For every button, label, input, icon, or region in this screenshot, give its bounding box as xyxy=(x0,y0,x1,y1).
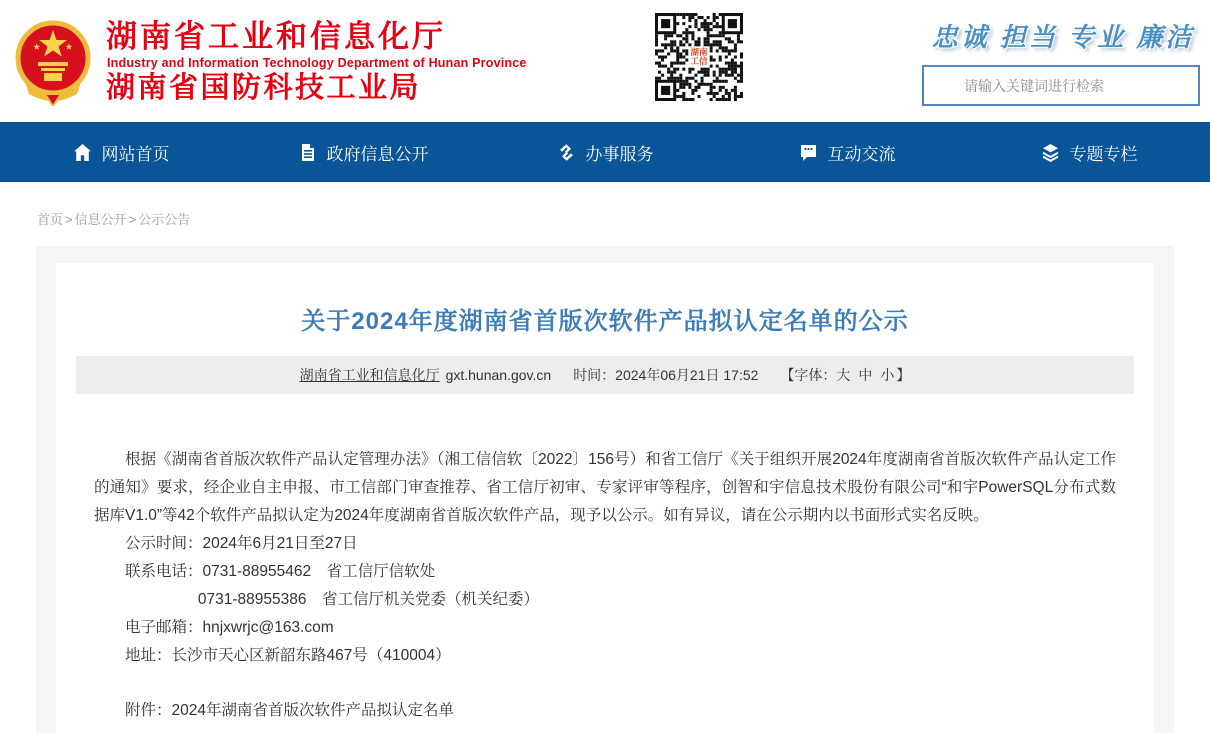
article-line-5: 电子邮箱：hnjxwrjc@163.com xyxy=(125,619,334,636)
site-header xyxy=(0,0,1210,122)
main-nav xyxy=(0,122,1210,182)
qr-code xyxy=(655,13,743,101)
article-meta-bar xyxy=(76,356,1134,394)
nav-item-label: 办事服务 xyxy=(585,144,654,164)
home-icon xyxy=(73,143,92,162)
article-card xyxy=(36,246,1174,733)
meta-source-name[interactable]: 湖南省工业和信息化厅 xyxy=(299,367,440,383)
breadcrumb-current: 公示公告 xyxy=(138,212,191,227)
article-line-2: 公示时间：2024年6月21日至27日 xyxy=(125,535,358,552)
search-input[interactable] xyxy=(922,65,1200,106)
article-line-4: 0731-88955386 省工信厅机关党委（机关纪委） xyxy=(197,591,539,608)
header-right xyxy=(922,17,1204,106)
national-emblem-icon[interactable] xyxy=(15,16,91,106)
svg-text:湖南: 湖南 xyxy=(690,47,708,57)
svg-text:工信: 工信 xyxy=(690,56,708,66)
font-size-large-button[interactable]: 大 xyxy=(836,367,851,383)
article-line-1: 根据《湖南省首版次软件产品认定管理办法》（湘工信信软〔2022〕156号）和省工信厅《关于组织开展2024年度湖南省首版次软件产品认定工作的通知》要求，经企业自主申报、市工信部门审查推荐、省工信厅初审、专家评审等程序，创智和宇信息技术股份有限公司“和宇PowerSQL分布式数据库V1.0”等42个软件产品拟认定为2024年度湖南省首版次软件产品，现予以公示。如有异议，请在公示期内以书面形式实名反映。 xyxy=(94,451,1116,524)
org-name-cn: 湖南省工业和信息化厅 xyxy=(106,19,446,54)
breadcrumb-separator: > xyxy=(65,212,73,227)
org-name2-cn: 湖南省国防科技工业局 xyxy=(106,72,422,105)
article-line-6: 地址：长沙市天心区新韶东路467号（410004） xyxy=(125,647,451,664)
nav-item-label: 互动交流 xyxy=(827,144,896,164)
service-icon xyxy=(557,143,576,162)
nav-item-home[interactable] xyxy=(0,122,242,182)
nav-item-special[interactable] xyxy=(968,122,1210,182)
article-line-3: 联系电话：0731-88955462 省工信厅信软处 xyxy=(125,563,436,580)
font-size-medium-button[interactable]: 中 xyxy=(858,367,873,383)
meta-font-label-close: 】 xyxy=(896,367,911,383)
nav-item-label: 政府信息公开 xyxy=(326,144,429,164)
article-title: 关于2024年度湖南省首版次软件产品拟认定名单的公示 xyxy=(301,308,909,335)
nav-item-info[interactable] xyxy=(242,122,484,182)
chat-icon xyxy=(799,143,818,162)
breadcrumb xyxy=(37,209,1210,228)
meta-source-site: gxt.hunan.gov.cn xyxy=(445,367,552,383)
meta-time: 时间：2024年06月21日 17:52 xyxy=(573,367,759,383)
breadcrumb-home[interactable]: 首页 xyxy=(37,212,64,227)
org-name-en: Industry and Information Technology Department of Hunan Province xyxy=(107,56,527,71)
nav-item-label: 网站首页 xyxy=(101,144,170,164)
font-size-small-button[interactable]: 小 xyxy=(880,367,895,383)
breadcrumb-info[interactable]: 信息公开 xyxy=(74,212,127,227)
document-icon xyxy=(298,143,317,162)
meta-font-label: 【字体： xyxy=(780,367,837,383)
nav-item-interact[interactable] xyxy=(726,122,968,182)
layers-icon xyxy=(1041,143,1060,162)
slogan-text: 忠诚 担当 专业 廉洁 xyxy=(931,22,1195,52)
nav-item-service[interactable] xyxy=(484,122,726,182)
attachment-link[interactable]: 附件：2024年湖南省首版次软件产品拟认定名单 xyxy=(125,702,454,719)
article-panel xyxy=(56,263,1154,733)
article-body xyxy=(94,446,1116,725)
org-title-block xyxy=(106,20,527,105)
nav-item-label: 专题专栏 xyxy=(1069,144,1138,164)
breadcrumb-separator: > xyxy=(128,212,137,227)
